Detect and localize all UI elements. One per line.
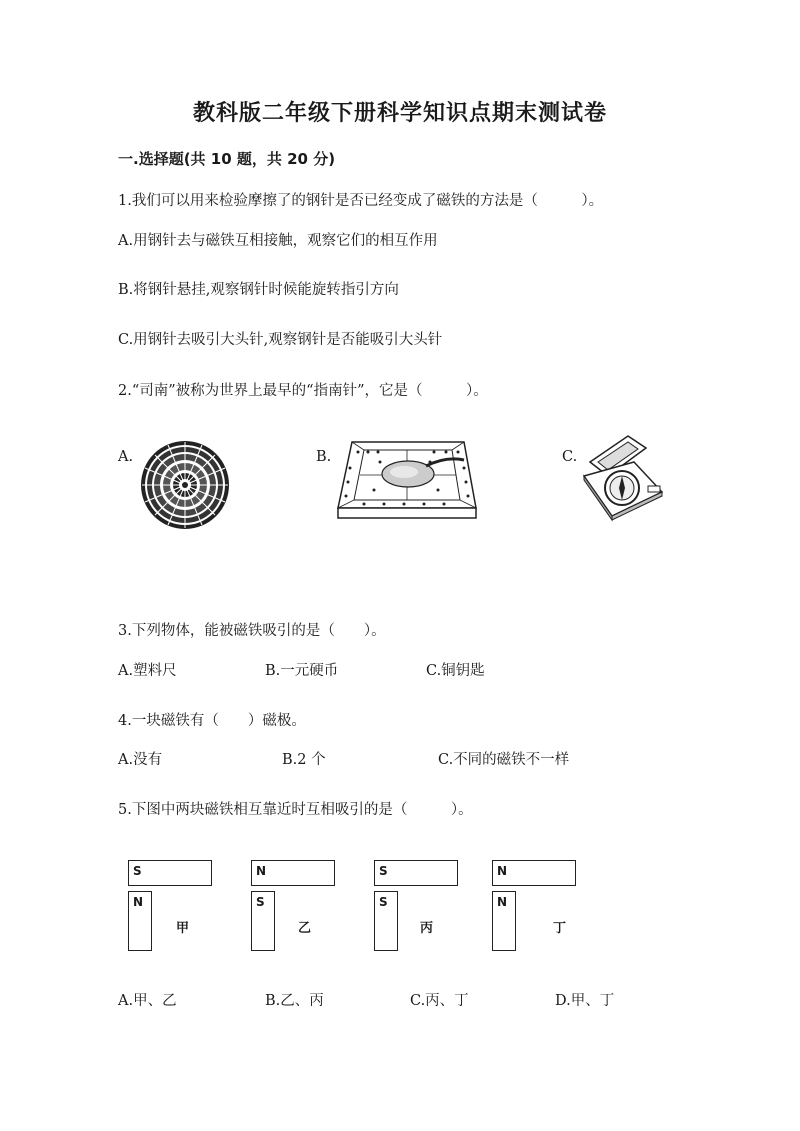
magnet-pair-2-top-pole: N (256, 864, 267, 878)
question-1-option-c: C.用钢针去吸引大头针,观察钢针是否能吸引大头针 (118, 332, 443, 348)
question-4-option-b: B.2 个 (282, 752, 326, 768)
magnet-pair-3-bottom-pole: S (379, 895, 388, 909)
round-compass-disc-illustration (140, 440, 230, 530)
magnet-pair-1-bottom-pole: N (133, 895, 144, 909)
question-3-option-c: C.铜钥匙 (426, 663, 485, 679)
magnet-pair-2-bottom-bar (251, 891, 275, 951)
question-3-option-b: B.一元硬币 (265, 663, 339, 679)
question-3-option-a: A.塑料尺 (118, 663, 177, 679)
magnet-pair-2-name: 乙 (298, 921, 312, 936)
question-5-stem: 5.下图中两块磁铁相互靠近时互相吸引的是（ ）。 (118, 802, 473, 818)
sinan-spoon-on-board-illustration (334, 438, 480, 522)
question-1-stem: 1.我们可以用来检验摩擦了的钢针是否已经变成了磁铁的方法是（ ）。 (118, 193, 604, 209)
question-4-option-a: A.没有 (118, 752, 163, 768)
question-1-option-a: A.用钢针去与磁铁互相接触，观察它们的相互作用 (118, 233, 438, 249)
magnet-pair-4-name: 丁 (553, 921, 567, 936)
question-3-stem: 3.下列物体，能被磁铁吸引的是（ ）。 (118, 623, 386, 639)
magnet-pair-3-name: 丙 (420, 921, 434, 936)
magnet-pair-2-bottom-pole: S (256, 895, 265, 909)
magnet-pair-2-top-bar (251, 860, 335, 886)
question-5-option-b: B.乙、丙 (265, 993, 324, 1009)
question-2-option-c: C. (562, 449, 578, 465)
magnet-pair-4-bottom-bar (492, 891, 516, 951)
question-5-option-a: A.甲、乙 (118, 993, 177, 1009)
question-5-option-c: C.丙、丁 (410, 993, 469, 1009)
question-1-option-b: B.将钢针悬挂,观察钢针时候能旋转指引方向 (118, 282, 399, 298)
magnet-pair-3-top-bar (374, 860, 458, 886)
magnet-pair-1-bottom-bar (128, 891, 152, 951)
magnet-pair-3-bottom-bar (374, 891, 398, 951)
section-heading: 一.选择题(共 10 题，共 20 分) (118, 150, 336, 168)
question-2-option-b: B. (316, 449, 332, 465)
magnet-pair-1-name: 甲 (176, 921, 190, 936)
question-2-stem: 2.“司南”被称为世界上最早的“指南针”，它是（ ）。 (118, 383, 488, 399)
question-4-option-c: C.不同的磁铁不一样 (438, 752, 570, 768)
magnet-pair-3-top-pole: S (379, 864, 388, 878)
question-4-stem: 4.一块磁铁有（ ）磁极。 (118, 713, 306, 729)
magnet-pair-4-top-pole: N (497, 864, 508, 878)
magnet-pair-1-top-pole: S (133, 864, 142, 878)
page-title: 教科版二年级下册科学知识点期末测试卷 (192, 100, 607, 126)
question-2-option-a: A. (118, 449, 134, 465)
magnet-pair-1-top-bar (128, 860, 212, 886)
question-5-option-d: D.甲、丁 (555, 993, 615, 1009)
magnet-pair-4-top-bar (492, 860, 576, 886)
modern-folding-compass-illustration (578, 432, 668, 522)
magnet-pair-4-bottom-pole: N (497, 895, 508, 909)
